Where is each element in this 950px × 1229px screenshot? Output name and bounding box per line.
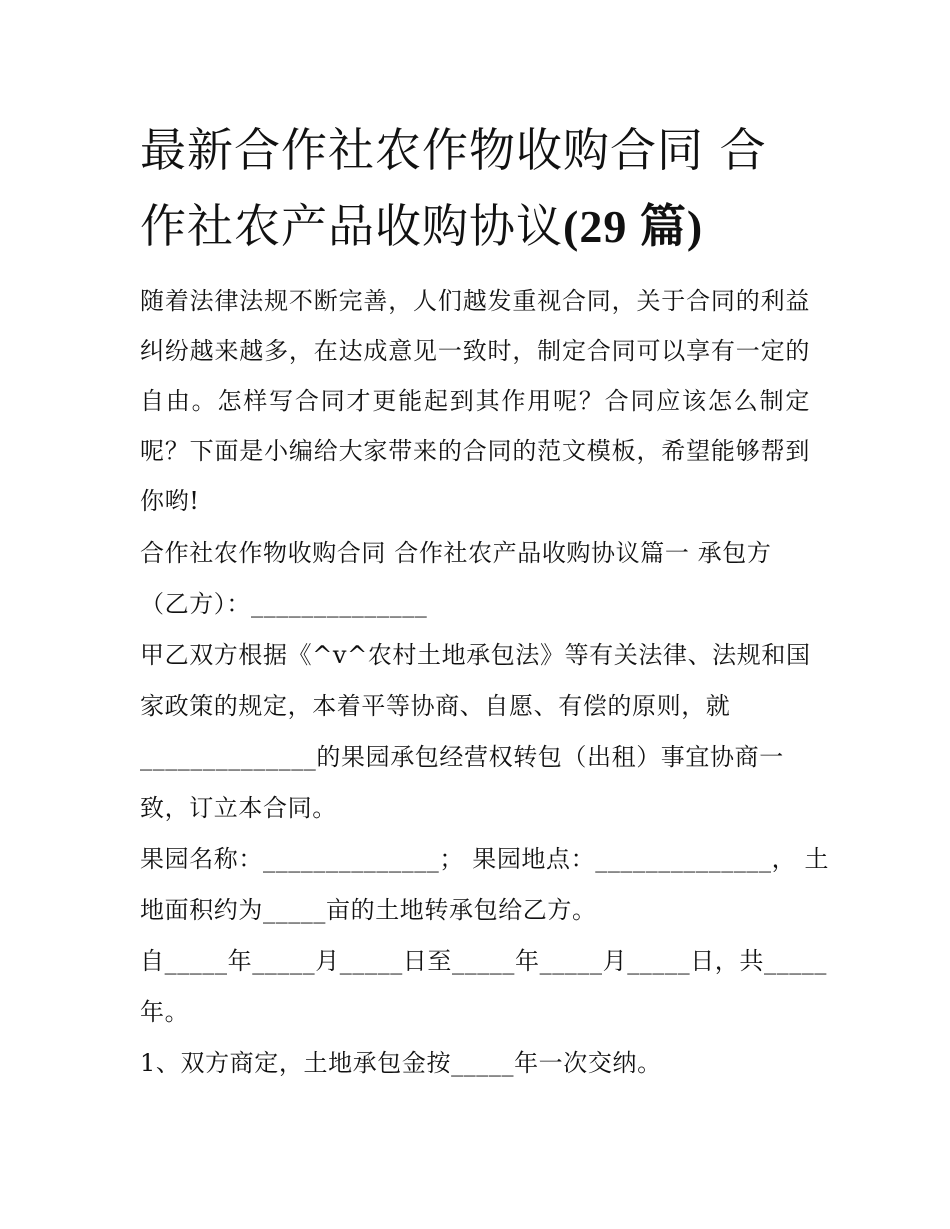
body-line: 致，订立本合同。 [140,794,337,822]
body-line: 呢？下面是小编给大家带来的合同的范文模板，希望能够帮到 [140,437,810,465]
body-line: 年。 [140,998,190,1026]
body-line: （乙方）：______________ [140,590,428,618]
body-line: 果园名称：______________； 果园地点：______________， 土 [140,845,830,873]
body-line: 甲乙双方根据《^v^农村土地承包法》等有关法律、法规和国 [140,641,811,669]
title-line-1: 最新合作社农作物收购合同 合 [140,123,767,177]
section-heading: 合作社农作物收购合同 合作社农产品收购协议篇一 承包方 [140,539,772,567]
document-title [140,112,820,265]
body-line: 你哟! [140,487,200,515]
body-line: ______________的果园承包经营权转包（出租）事宜协商一 [140,743,784,771]
body-line: 1、双方商定，土地承包金按_____年一次交纳。 [140,1049,662,1077]
body-line: 家政策的规定，本着平等协商、自愿、有偿的原则，就 [140,692,731,720]
body-line: 随着法律法规不断完善，人们越发重视合同，关于合同的利益 [140,287,810,315]
body-line: 纠纷越来越多，在达成意见一致时，制定合同可以享有一定的 [140,337,810,365]
title-count: (29 篇) [563,201,704,252]
body-line: 地面积约为_____亩的土地转承包给乙方。 [140,896,597,924]
body-line: 自由。怎样写合同才更能起到其作用呢？合同应该怎么制定 [140,387,810,415]
title-line-2: 作社农产品收购协议 [140,199,563,253]
body-line: 自_____年_____月_____日至_____年_____月_____日，共_____ [140,947,827,975]
